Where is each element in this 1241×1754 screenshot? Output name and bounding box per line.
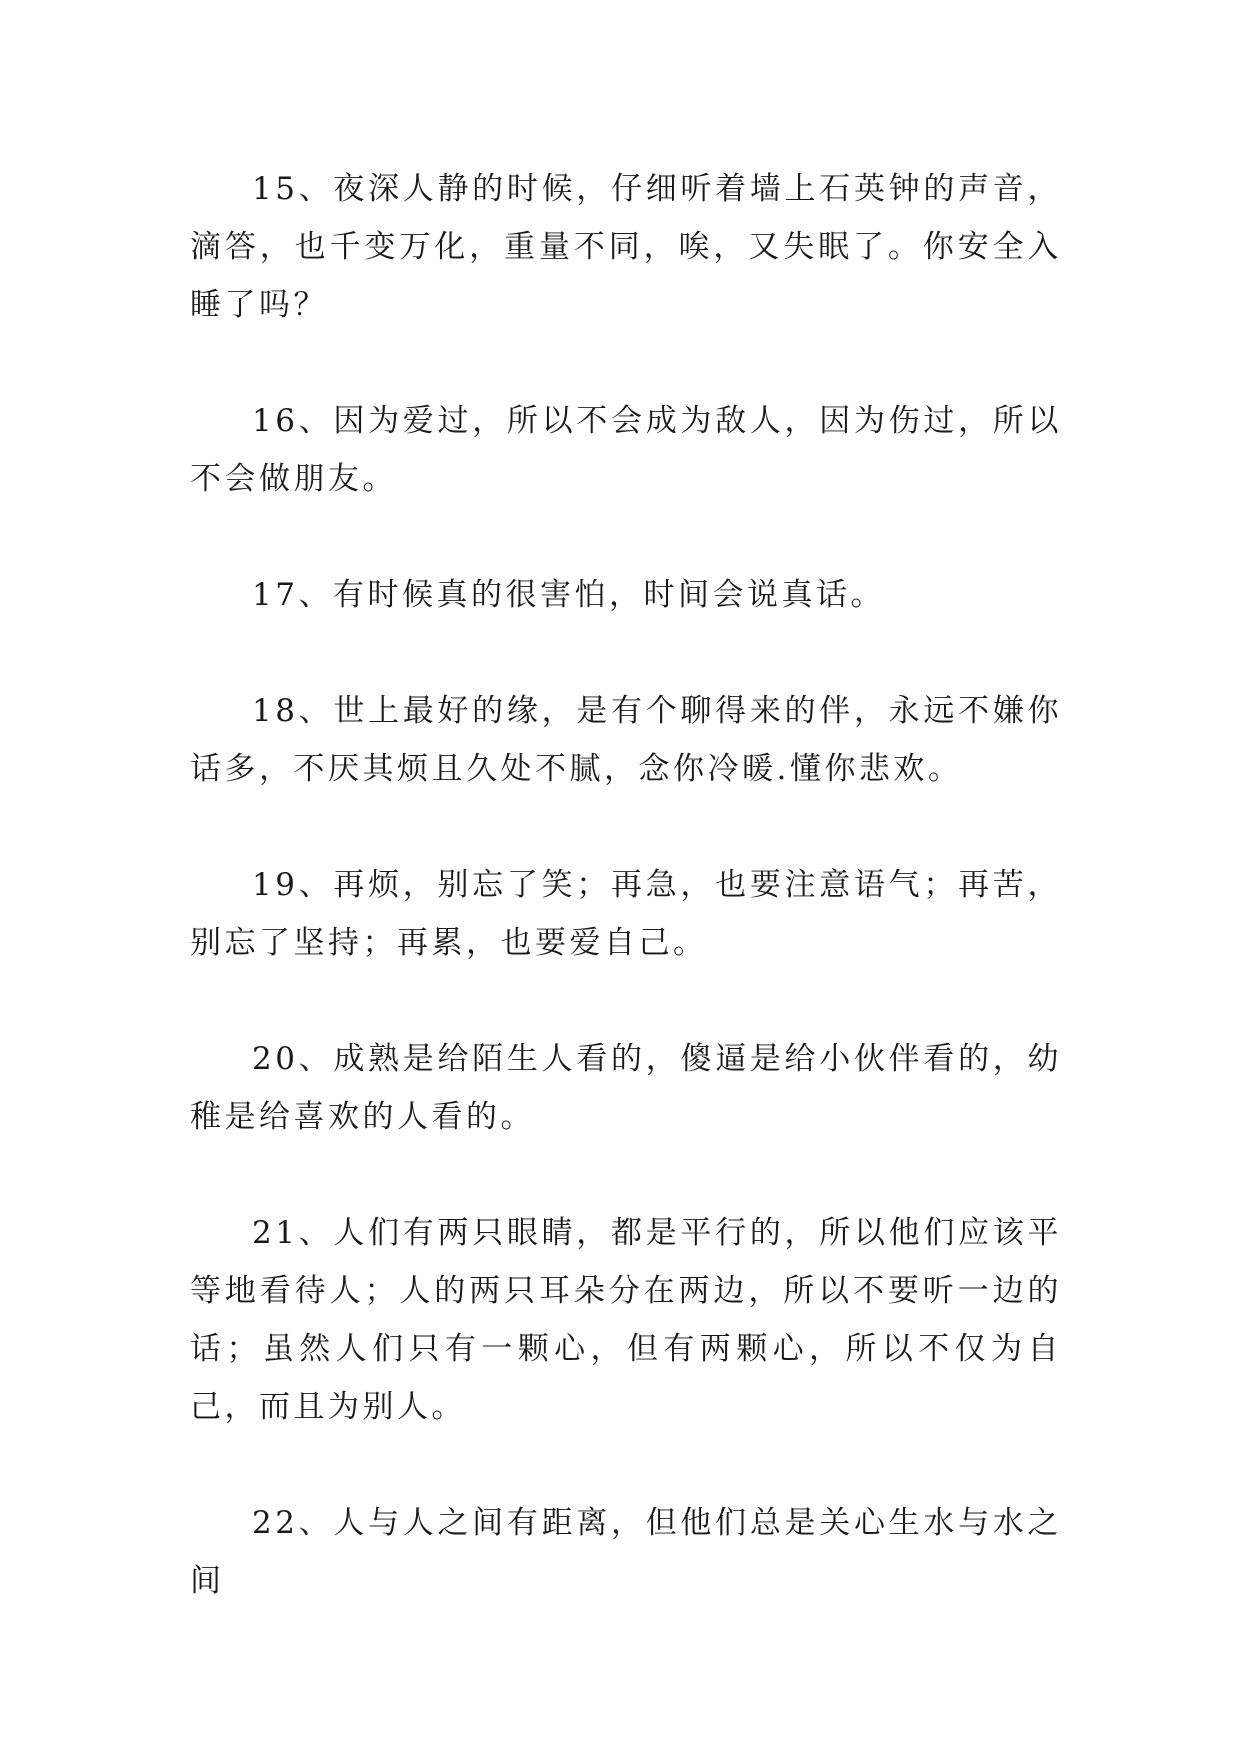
paragraph-20: 20、成熟是给陌生人看的，傻逼是给小伙伴看的，幼稚是给喜欢的人看的。 [190,1041,1062,1135]
document-body [190,160,1062,1610]
paragraph-21: 21、人们有两只眼睛，都是平行的，所以他们应该平等地看待人；人的两只耳朵分在两边，所以不要听一边的话；虽然人们只有一颗心，但有两颗心，所以不仅为自己，而且为别人。 [190,1215,1062,1425]
paragraph-19: 19、再烦，别忘了笑；再急，也要注意语气；再苦，别忘了坚持；再累，也要爱自己。 [190,867,1062,961]
paragraph-17: 17、有时候真的很害怕，时间会说真话。 [252,577,885,613]
paragraph-22: 22、人与人之间有距离，但他们总是关心生水与水之间 [190,1505,1062,1599]
paragraph-16: 16、因为爱过，所以不会成为敌人，因为伤过，所以不会做朋友。 [190,403,1062,497]
paragraph-18: 18、世上最好的缘，是有个聊得来的伴，永远不嫌你话多，不厌其烦且久处不腻，念你冷暖.懂你悲欢。 [190,693,1062,787]
paragraph-15: 15、夜深人静的时候，仔细听着墙上石英钟的声音，滴答，也千变万化，重量不同，唉，又失眠了。你安全入睡了吗？ [190,171,1062,323]
